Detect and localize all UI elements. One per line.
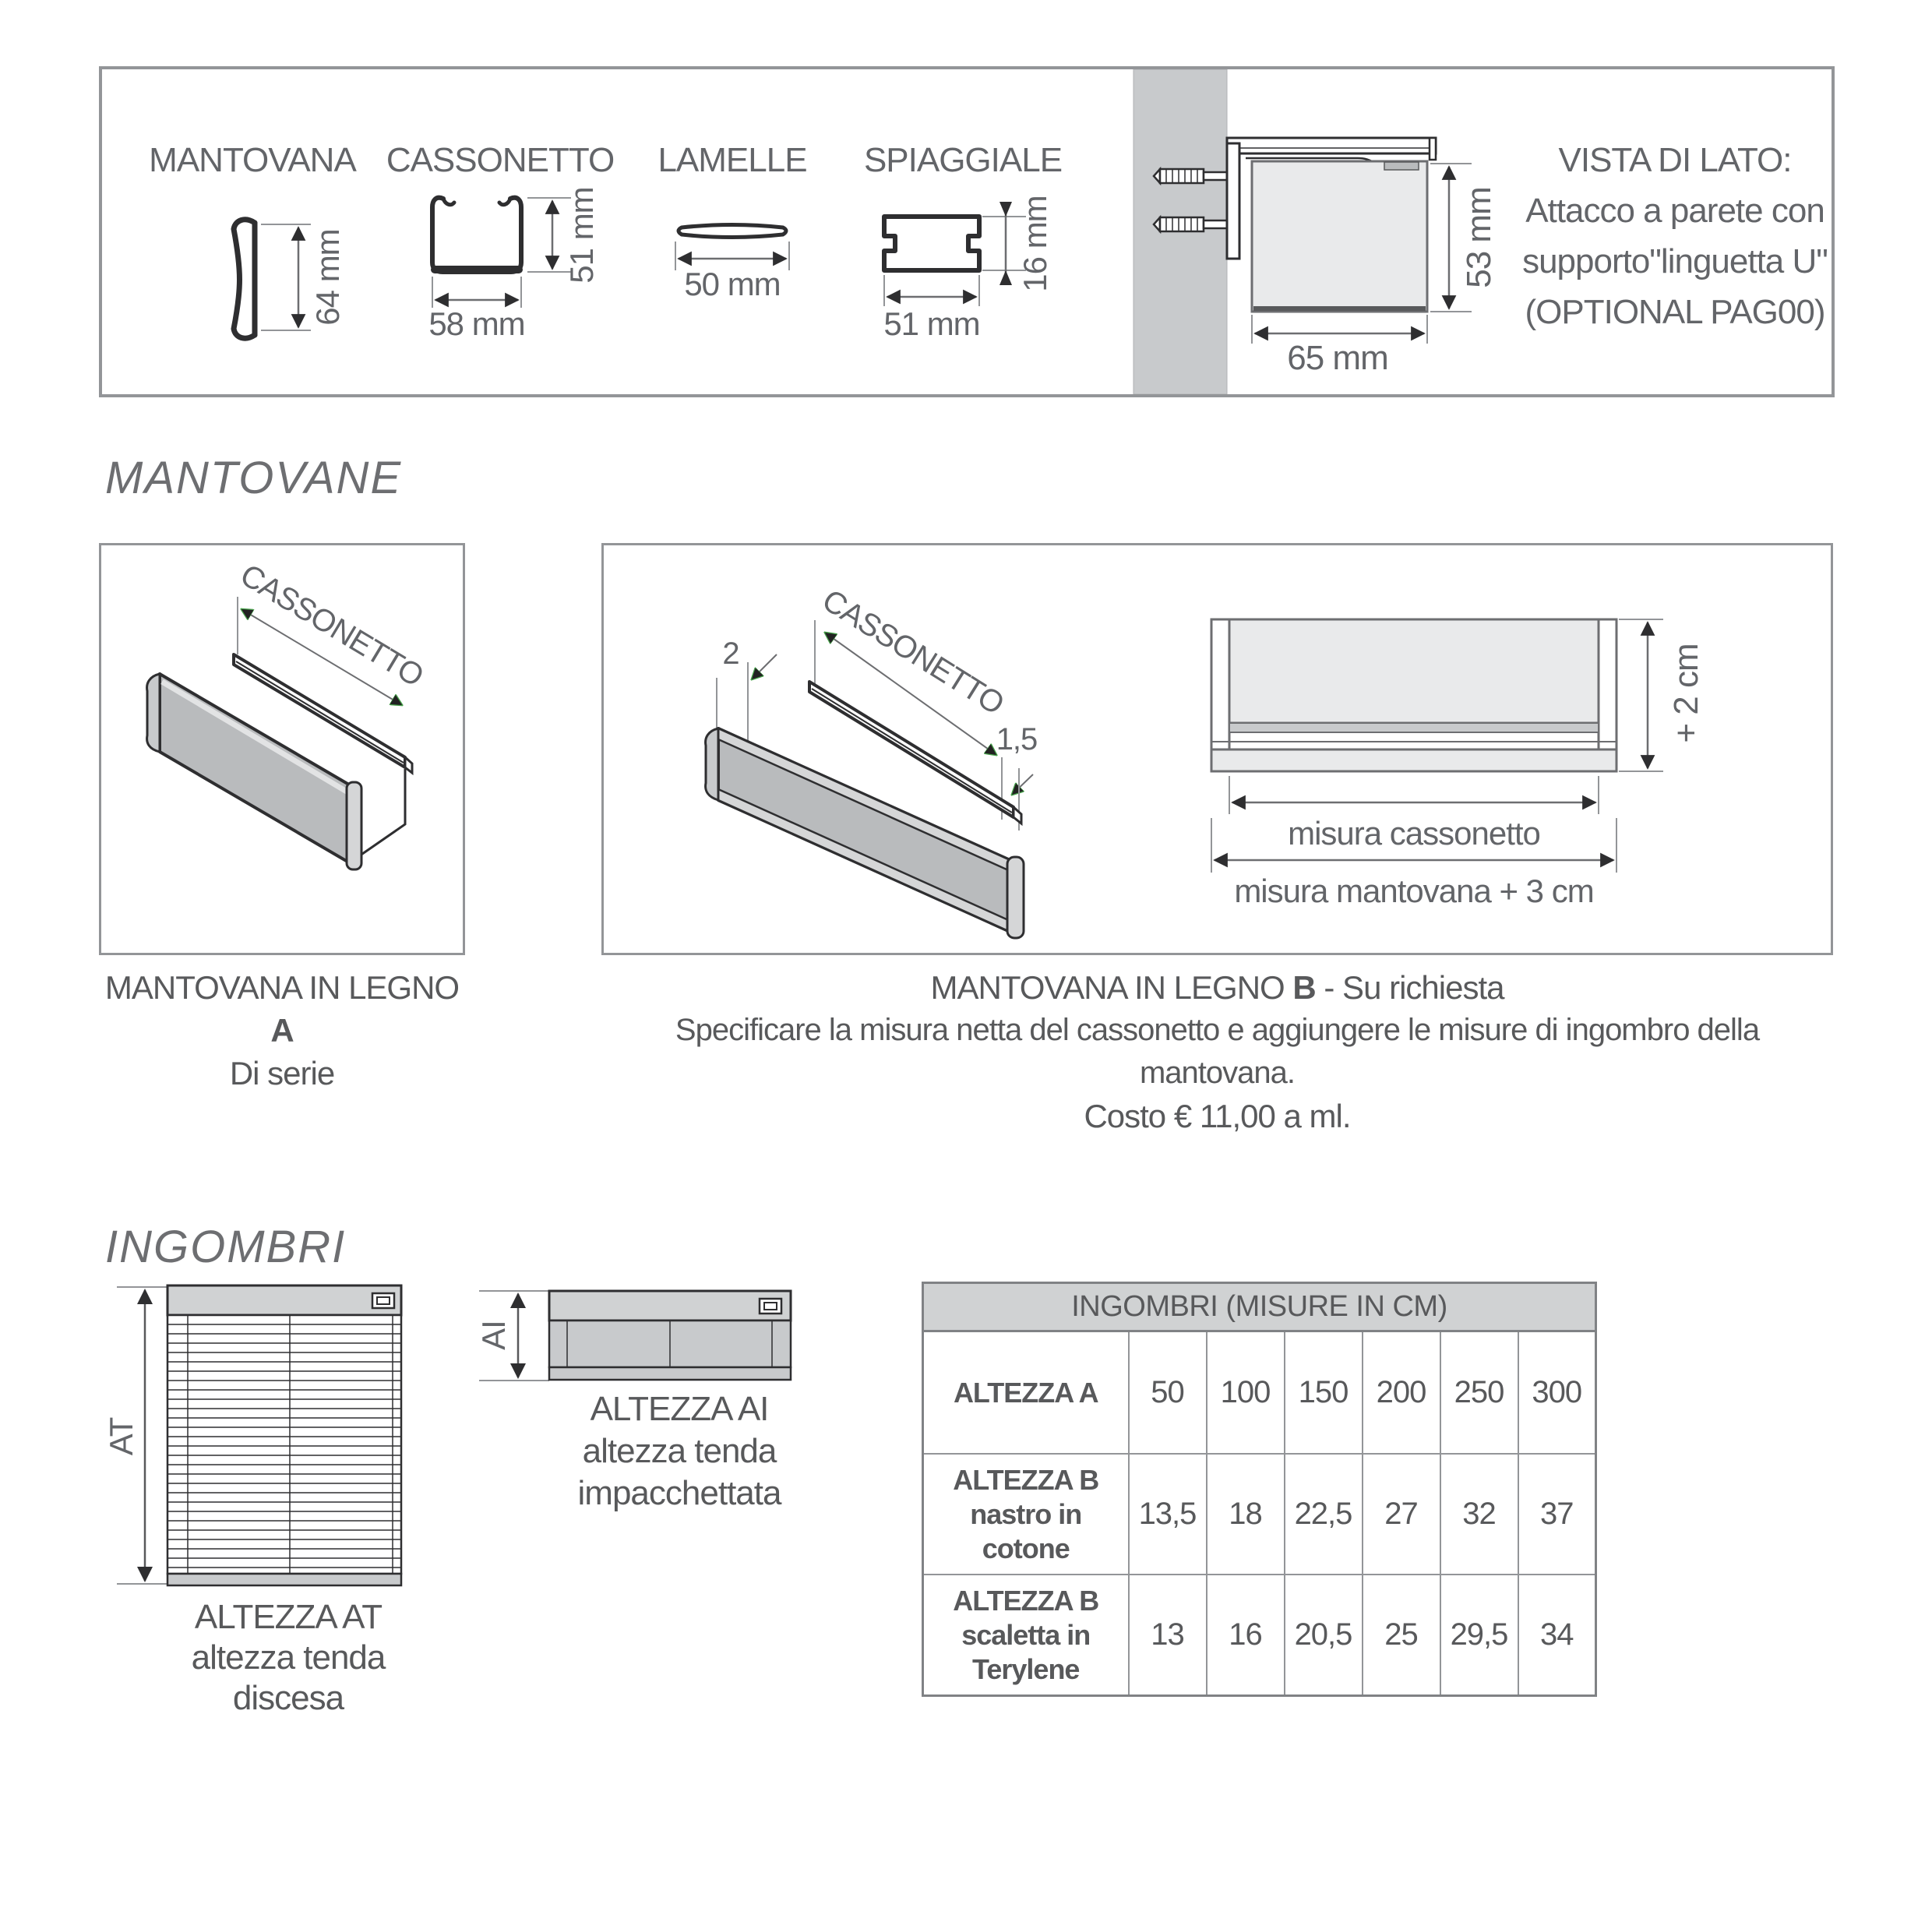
blind-packed-ai-dim: [475, 1291, 549, 1381]
table-row: [923, 1454, 1596, 1575]
cassonetto-height-dim: [527, 187, 600, 283]
svg-text:CASSONETTO: CASSONETTO: [234, 557, 429, 693]
table-header: INGOMBRI (MISURE IN CM): [923, 1283, 1596, 1331]
svg-text:supporto"linguetta U": supporto"linguetta U": [1522, 242, 1828, 280]
svg-text:16 mm: 16 mm: [1017, 196, 1053, 292]
table-cell: 100: [1207, 1331, 1285, 1455]
table-cell: 27: [1363, 1454, 1440, 1575]
table-cell: 250: [1440, 1331, 1518, 1455]
table-cell: 34: [1518, 1575, 1596, 1696]
profile-label-mantovana: MANTOVANA: [149, 141, 356, 179]
svg-text:51 mm: 51 mm: [883, 305, 980, 342]
svg-text:64 mm: 64 mm: [309, 229, 346, 326]
spiaggiale-profile-drawing: [884, 217, 979, 270]
blind-down-caption: ALTEZZA AT altezza tenda discesa: [191, 1598, 386, 1717]
table-cell: 22,5: [1285, 1454, 1363, 1575]
mantovana-profile-drawing: [234, 220, 255, 338]
svg-text:AT: AT: [103, 1417, 139, 1456]
blind-headrail: [549, 1291, 791, 1321]
mantovana-b-caption-line3: Costo € 11,00 a ml.: [1084, 1098, 1351, 1134]
table-cell: 20,5: [1285, 1575, 1363, 1696]
svg-text:misura mantovana + 3 cm: misura mantovana + 3 cm: [1234, 873, 1594, 909]
mantovana-b-diagram: [604, 545, 1831, 953]
lamelle-width-dim: [675, 242, 789, 302]
iso-front-panel: [706, 728, 1024, 938]
mantovana-height-dim: [261, 224, 346, 330]
section-title-ingombri: INGOMBRI: [105, 1222, 347, 1272]
svg-text:65 mm: 65 mm: [1287, 339, 1388, 377]
blind-packed-drawing: [475, 1291, 791, 1381]
mantovana-b-caption-line1: MANTOVANA IN LEGNO B - Su richiesta: [930, 969, 1504, 1006]
blind-slats-area: [167, 1315, 401, 1574]
cassonetto-profile-drawing: [432, 198, 521, 272]
table-cell: 32: [1440, 1454, 1518, 1575]
side-view-note: [1522, 141, 1828, 331]
svg-text:+ 2 cm: + 2 cm: [1667, 644, 1705, 743]
table-row-label: ALTEZZA B nastro in cotone: [923, 1454, 1129, 1575]
svg-text:2: 2: [722, 637, 739, 671]
svg-text:1,5: 1,5: [996, 722, 1038, 756]
support-tongue: [1384, 162, 1419, 170]
blind-headrail: [167, 1285, 401, 1315]
table-row: [923, 1331, 1596, 1455]
cassonetto-box: [1252, 161, 1427, 312]
bracket-end-cap: [1430, 138, 1436, 160]
mantovana-a-diagram: [101, 545, 463, 953]
table-cell: 150: [1285, 1331, 1363, 1455]
table-row-label: ALTEZZA A: [923, 1331, 1129, 1455]
svg-text:53 mm: 53 mm: [1460, 187, 1498, 288]
bracket-top-plate: [1227, 138, 1436, 153]
lamelle-profile-drawing: [679, 225, 786, 238]
front-view-inner-dim: [1229, 776, 1599, 852]
svg-text:(OPTIONAL PAG00): (OPTIONAL PAG00): [1525, 293, 1825, 331]
side-view-height-dim: [1430, 164, 1498, 312]
mantovana-a-caption-line1: MANTOVANA IN LEGNO A: [104, 969, 460, 1049]
svg-text:51 mm: 51 mm: [563, 187, 600, 284]
side-view-width-dim: [1252, 315, 1427, 377]
table-cell: 13,5: [1129, 1454, 1207, 1575]
svg-text:Attacco a parete con: Attacco a parete con: [1525, 192, 1824, 230]
profile-label-cassonetto: CASSONETTO: [386, 141, 615, 179]
svg-text:50 mm: 50 mm: [684, 266, 781, 302]
table-cell: 18: [1207, 1454, 1285, 1575]
blind-packed-caption: ALTEZZA AI altezza tenda impacchettata: [577, 1390, 781, 1512]
profiles-diagram: [102, 69, 1832, 394]
svg-text:misura cassonetto: misura cassonetto: [1288, 815, 1540, 852]
profile-label-lamelle: LAMELLE: [658, 141, 807, 179]
table-row: [923, 1575, 1596, 1696]
svg-text:VISTA DI LATO:: VISTA DI LATO:: [1558, 141, 1792, 179]
cassonetto-width-dim: [428, 277, 524, 342]
mantovana-b-caption: [601, 966, 1833, 1137]
svg-text:58 mm: 58 mm: [428, 305, 525, 342]
table-cell: 50: [1129, 1331, 1207, 1455]
table-cell: 200: [1363, 1331, 1440, 1455]
spiaggiale-height-dim: [982, 196, 1053, 291]
profile-label-spiaggiale: SPIAGGIALE: [863, 141, 1063, 179]
mantovana-a-caption-line2: Di serie: [229, 1055, 335, 1091]
svg-text:CASSONETTO: CASSONETTO: [816, 583, 1010, 721]
blind-bottom-bar: [167, 1574, 401, 1585]
section-title-mantovane: MANTOVANE: [105, 453, 403, 503]
mantovana-b-caption-line2: Specificare la misura netta del cassonetto e aggiungere le misure di ingombro della mantovana.: [675, 1013, 1760, 1090]
spiaggiale-width-dim: [883, 275, 979, 342]
table-row-label: ALTEZZA B scaletta in Terylene: [923, 1575, 1129, 1696]
table-cell: 13: [1129, 1575, 1207, 1696]
iso-cassonetto-dim: [815, 583, 1010, 755]
mantovana-a-caption: [99, 966, 465, 1095]
blind-bottom-bar: [549, 1367, 791, 1380]
front-view-height-dim: [1619, 619, 1705, 771]
mantovana-front-panel: [147, 674, 405, 869]
blind-down-drawing: [103, 1285, 401, 1585]
blind-control-icon: [760, 1299, 781, 1314]
bracket-wall-flange: [1227, 143, 1239, 259]
svg-text:AI: AI: [475, 1321, 512, 1350]
front-view-drawing: [1211, 619, 1616, 771]
blind-control-icon: [372, 1293, 394, 1308]
table-cell: 25: [1363, 1575, 1440, 1696]
table-cell: 300: [1518, 1331, 1596, 1455]
table-cell: 16: [1207, 1575, 1285, 1696]
table-cell: 29,5: [1440, 1575, 1518, 1696]
ingombri-table: [922, 1282, 1597, 1697]
table-cell: 37: [1518, 1454, 1596, 1575]
